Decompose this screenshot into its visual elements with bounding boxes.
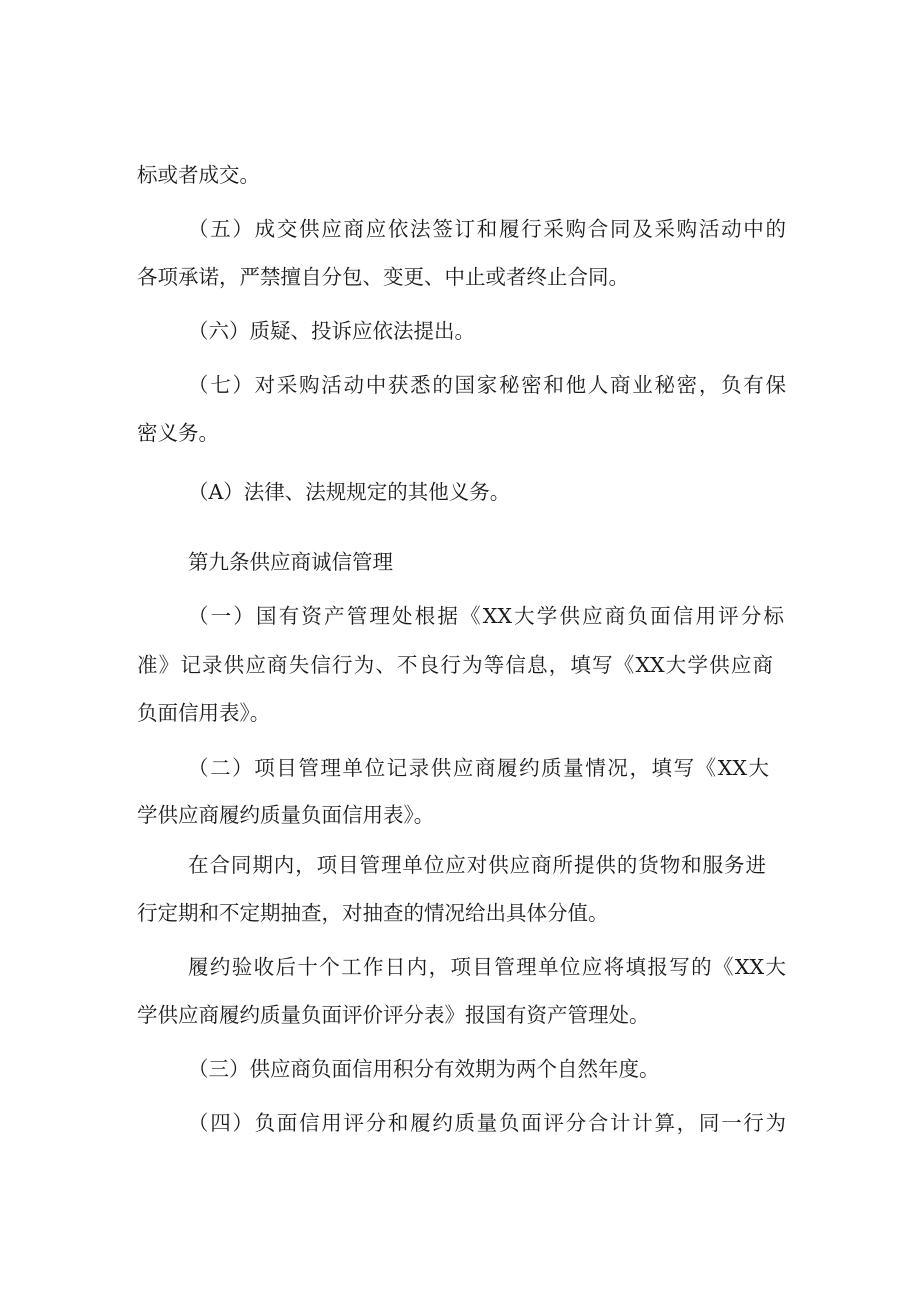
text-line: （二）项目管理单位记录供应商履约质量情况，填写《XX大: [188, 756, 769, 780]
text-line: 行定期和不定期抽查，对抽查的情况给出具体分值。: [137, 901, 609, 925]
text-line: （A）法律、法规规定的其他义务。: [188, 480, 511, 504]
text-line: （六）质疑、投诉应依法提出。: [188, 319, 475, 343]
text-line: 密义务。: [137, 421, 219, 445]
text-line: 负面信用表》。: [137, 701, 271, 725]
text-line: 各项承诺，严禁擅自分包、变更、中止或者终止合同。: [137, 265, 629, 289]
text-line: 在合同期内，项目管理单位应对供应商所提供的货物和服务进: [188, 853, 766, 877]
text-line: （四）负面信用评分和履约质量负面评分合计计算，同一行为: [188, 1111, 786, 1135]
text-line: 学供应商履约质量负面评价评分表》报国有资产管理处。: [137, 1003, 650, 1027]
text-line: （一）国有资产管理处根据《XX大学供应商负面信用评分标: [188, 604, 784, 628]
text-line: （五）成交供应商应依法签订和履行采购合同及采购活动中的: [188, 217, 786, 241]
text-line: 学供应商履约质量负面信用表》。: [137, 803, 435, 827]
section-heading: 第九条供应商诚信管理: [188, 550, 393, 574]
text-line: （七）对采购活动中获悉的国家秘密和他人商业秘密，负有保: [188, 373, 786, 397]
text-line: （三）供应商负面信用积分有效期为两个自然年度。: [188, 1057, 660, 1081]
text-line: 标或者成交。: [137, 163, 260, 187]
text-line: 履约验收后十个工作日内，项目管理单位应将填报写的《XX大: [188, 955, 786, 979]
text-line: 准》记录供应商失信行为、不良行为等信息，填写《XX大学供应商: [137, 653, 773, 677]
